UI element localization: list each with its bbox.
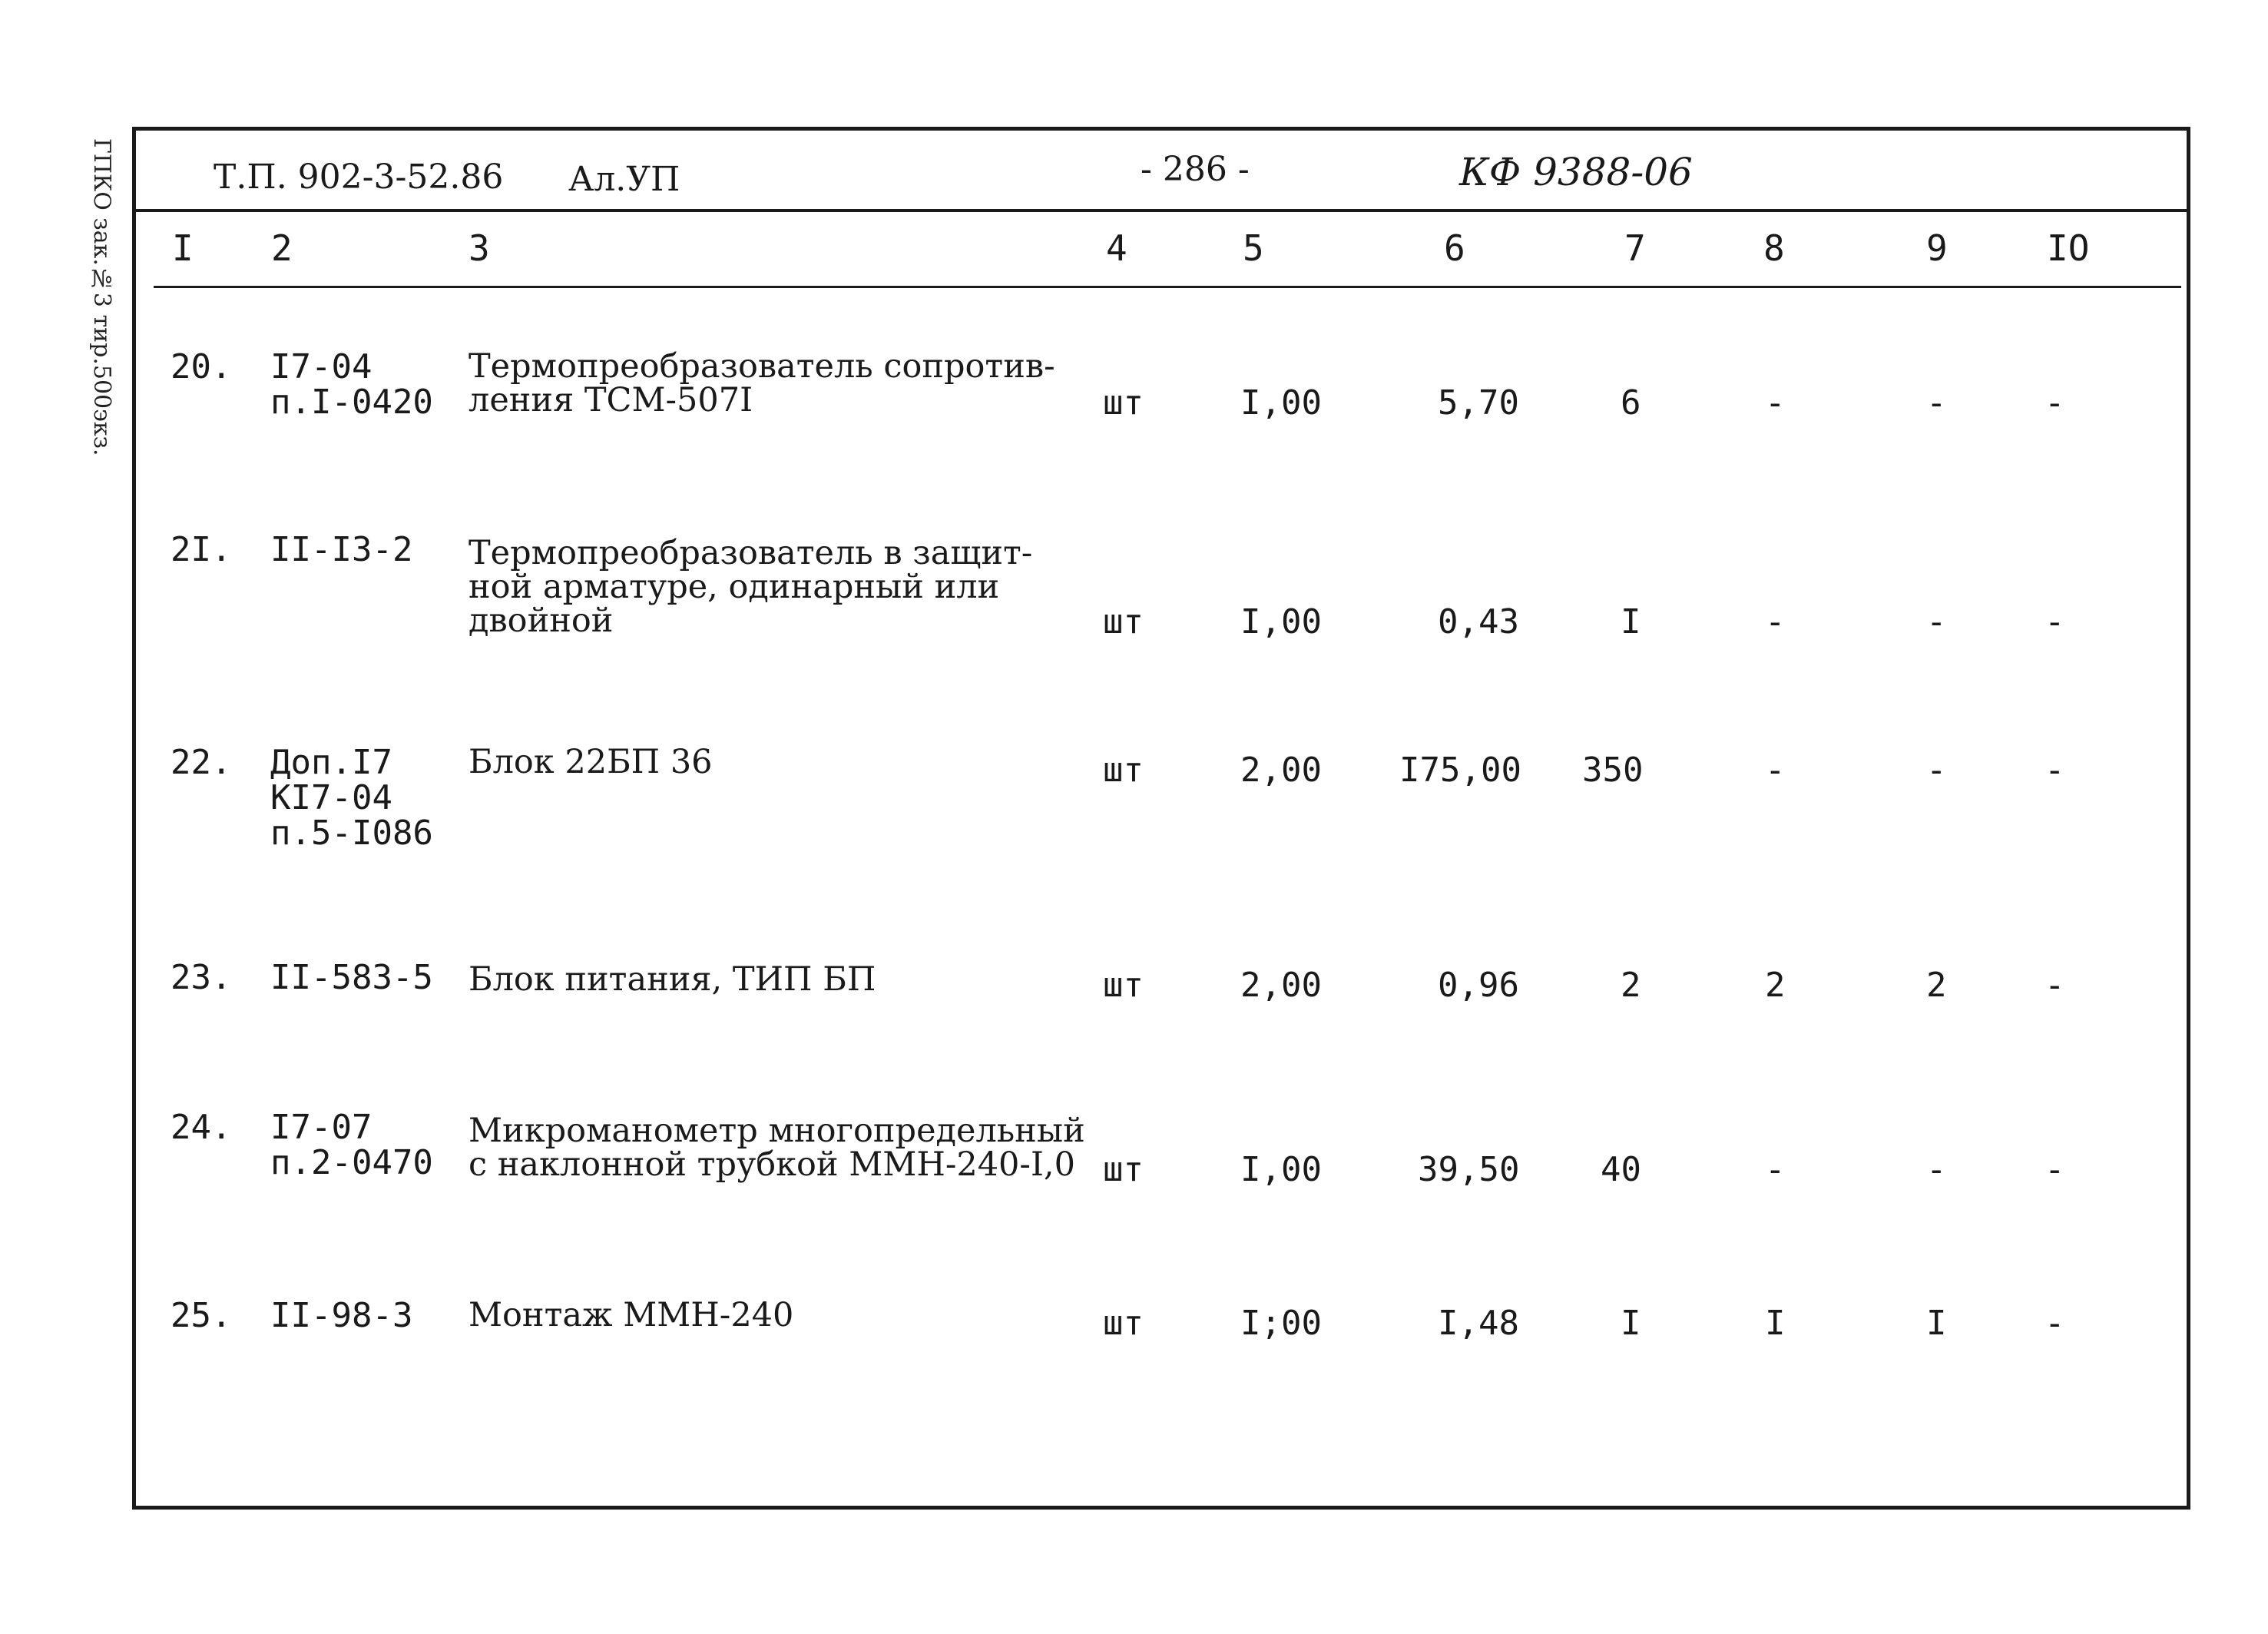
row-price: I75,00 [1399, 751, 1521, 790]
column-header-divider [154, 286, 2181, 288]
row-col9: 2 [1926, 966, 1947, 1005]
row-price: I,48 [1438, 1304, 1519, 1343]
row-unit: шт [1103, 1150, 1144, 1189]
row-number: 25. [171, 1296, 232, 1335]
row-quantity: 2,00 [1240, 751, 1322, 790]
row-quantity: I,00 [1240, 1150, 1322, 1189]
row-description: Монтаж ММН-240 [468, 1296, 794, 1334]
column-header-4: 4 [1106, 227, 1127, 269]
column-header-6: 6 [1444, 227, 1465, 269]
row-col9: - [1926, 751, 1947, 790]
row-number: 24. [171, 1108, 232, 1147]
row-price: 0,96 [1438, 966, 1519, 1005]
row-unit: шт [1103, 1304, 1144, 1343]
row-col7: 40 [1601, 1150, 1641, 1189]
row-code: I7-07 п.2-0470 [270, 1108, 433, 1182]
row-code: II-I3-2 [270, 530, 413, 569]
row-price: 0,43 [1438, 602, 1519, 641]
row-unit: шт [1103, 966, 1144, 1005]
print-stamp: ГПКО зак.№3 тир.500экз. [88, 138, 115, 456]
column-header-10: IO [2047, 227, 2090, 269]
row-col7: 6 [1621, 383, 1641, 423]
row-quantity: I,00 [1240, 602, 1322, 641]
page-number: - 286 - [1141, 150, 1250, 189]
row-number: 20. [171, 347, 232, 386]
row-col8: - [1765, 751, 1786, 790]
table-frame [132, 127, 2190, 1510]
row-col7: I [1621, 1304, 1641, 1343]
column-header-9: 9 [1926, 227, 1948, 269]
row-description: Термопреобразователь в защит- ной арматуре, одинарный или двойной [468, 534, 1033, 640]
doc-reference: Т.П. 902-3-52.86 [214, 157, 504, 197]
row-col10: - [2045, 966, 2065, 1005]
row-code: Доп.I7 КI7-04 п.5-I086 [270, 743, 433, 853]
row-col10: - [2045, 1304, 2065, 1343]
album-label: Ал.УП [568, 160, 680, 199]
row-col10: - [2045, 383, 2065, 423]
column-header-5: 5 [1243, 227, 1264, 269]
row-col9: - [1926, 1150, 1947, 1189]
row-col8: - [1765, 602, 1786, 641]
row-col9: - [1926, 383, 1947, 423]
row-unit: шт [1103, 383, 1144, 423]
column-header-7: 7 [1624, 227, 1646, 269]
row-description: Микроманометр многопредельный с наклонной трубкой ММН-240-I,0 [468, 1112, 1085, 1184]
row-unit: шт [1103, 602, 1144, 641]
row-col9: I [1926, 1304, 1947, 1343]
row-col8: - [1765, 383, 1786, 423]
row-col7: I [1621, 602, 1641, 641]
row-number: 23. [171, 958, 232, 997]
row-quantity: 2,00 [1240, 966, 1322, 1005]
row-col10: - [2045, 602, 2065, 641]
column-header-1: I [172, 227, 194, 269]
row-col8: - [1765, 1150, 1786, 1189]
row-quantity: I;00 [1240, 1304, 1322, 1343]
row-code: II-98-3 [270, 1296, 413, 1335]
column-header-2: 2 [271, 227, 293, 269]
row-quantity: I,00 [1240, 383, 1322, 423]
row-price: 5,70 [1438, 383, 1519, 423]
row-col9: - [1926, 602, 1947, 641]
row-col10: - [2045, 751, 2065, 790]
row-col7: 2 [1621, 966, 1641, 1005]
header-divider [132, 209, 2190, 212]
row-col7: 350 [1582, 751, 1644, 790]
row-code: II-583-5 [270, 958, 433, 997]
column-header-8: 8 [1763, 227, 1785, 269]
row-description: Блок питания, ТИП БП [468, 960, 876, 999]
row-description: Термопреобразователь сопротив- ления ТСМ-507I [468, 347, 1055, 419]
row-number: 2I. [171, 530, 232, 569]
row-description: Блок 22БП 36 [468, 743, 713, 781]
row-col10: - [2045, 1150, 2065, 1189]
row-price: 39,50 [1418, 1150, 1520, 1189]
document-code: КФ 9388-06 [1459, 150, 1693, 194]
row-col8: 2 [1765, 966, 1786, 1005]
row-col8: I [1765, 1304, 1786, 1343]
column-header-3: 3 [468, 227, 490, 269]
row-number: 22. [171, 743, 232, 782]
row-code: I7-04 п.I-0420 [270, 347, 433, 422]
row-unit: шт [1103, 751, 1144, 790]
